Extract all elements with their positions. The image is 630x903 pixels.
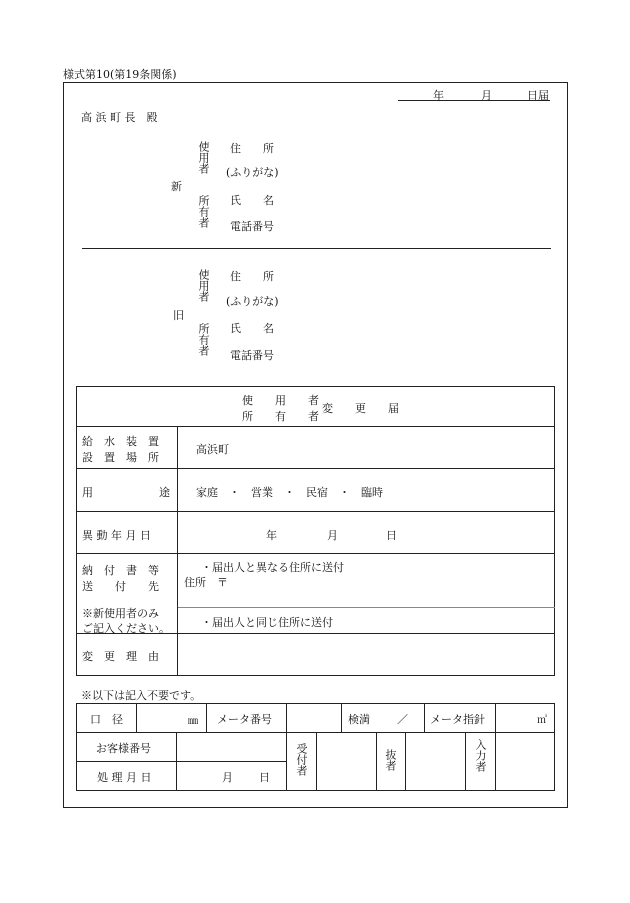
form-title: 様式第10(第19条関係) xyxy=(63,68,177,81)
bill-address[interactable]: 住所 〒 xyxy=(184,576,228,589)
install-location-value[interactable]: 高浜町 xyxy=(196,443,229,456)
extracted-by-label: 抜者 xyxy=(384,749,397,771)
bill-dest-label-1: 納 付 書 等 xyxy=(82,564,159,577)
header-user: 使 用 者 xyxy=(242,394,319,407)
bill-dest-label-2: 送 付 先 xyxy=(82,580,159,593)
entered-by-label: 入力者 xyxy=(474,739,487,772)
change-date-year: 年 xyxy=(266,529,277,542)
diameter-label: 口 径 xyxy=(90,713,123,726)
usage-options[interactable]: 家庭 ・ 営業 ・ 民宿 ・ 臨時 xyxy=(196,486,383,499)
date-day-submit: 日届 xyxy=(527,89,549,102)
change-date-day: 日 xyxy=(386,529,397,542)
new-name-label: 氏 名 xyxy=(230,194,274,207)
new-user-label: 使用者 xyxy=(197,141,210,174)
old-name-label: 氏 名 xyxy=(230,322,274,335)
old-owner-label: 所有者 xyxy=(197,323,210,356)
date-month: 月 xyxy=(481,89,492,102)
old-user-label: 使用者 xyxy=(197,269,210,302)
date-year: 年 xyxy=(433,89,444,102)
new-label: 新 xyxy=(171,180,182,193)
process-date-day: 日 xyxy=(259,771,270,784)
inspection-label: 検満 xyxy=(348,713,370,726)
bill-note-1: ※新使用者のみ xyxy=(82,607,159,620)
new-furigana-label: (ふりがな) xyxy=(226,166,279,179)
addressee: 高 浜 町 長 殿 xyxy=(81,111,158,124)
install-location-label-2: 設 置 場 所 xyxy=(82,451,159,464)
office-note: ※以下は記入不要です。 xyxy=(81,689,202,702)
install-location-label-1: 給 水 装 置 xyxy=(82,435,159,448)
old-phone-label: 電話番号 xyxy=(230,349,274,362)
usage-label: 用 途 xyxy=(82,486,170,499)
change-date-month: 月 xyxy=(327,529,338,542)
old-address-label: 住 所 xyxy=(230,270,274,283)
new-phone-label: 電話番号 xyxy=(230,220,274,233)
inspection-slash: ／ xyxy=(397,713,408,726)
received-by-label: 受付者 xyxy=(295,743,308,776)
meter-reading-label: メータ指針 xyxy=(430,713,485,726)
bill-option-same[interactable]: ・届出人と同じ住所に送付 xyxy=(201,616,333,629)
header-owner: 所 有 者 xyxy=(242,410,319,423)
customer-number-label: お客様番号 xyxy=(96,742,151,755)
old-furigana-label: (ふりがな) xyxy=(226,295,279,308)
old-label: 旧 xyxy=(173,309,184,322)
party-divider xyxy=(82,248,551,249)
bill-note-2: ご記入ください。 xyxy=(82,622,170,635)
reason-label: 変 更 理 由 xyxy=(82,650,159,663)
process-date-month: 月 xyxy=(222,771,233,784)
meter-number-label: メータ番号 xyxy=(217,713,272,726)
meter-reading-unit: ㎥ xyxy=(537,715,547,726)
process-date-label: 処 理 月 日 xyxy=(97,771,152,784)
new-owner-label: 所有者 xyxy=(197,195,210,228)
new-address-label: 住 所 xyxy=(230,142,274,155)
diameter-unit: ㎜ xyxy=(188,716,198,727)
header-suffix: 変 更 届 xyxy=(322,402,399,415)
bill-option-different[interactable]: ・届出人と異なる住所に送付 xyxy=(201,561,344,574)
change-date-label: 異 動 年 月 日 xyxy=(82,529,151,542)
